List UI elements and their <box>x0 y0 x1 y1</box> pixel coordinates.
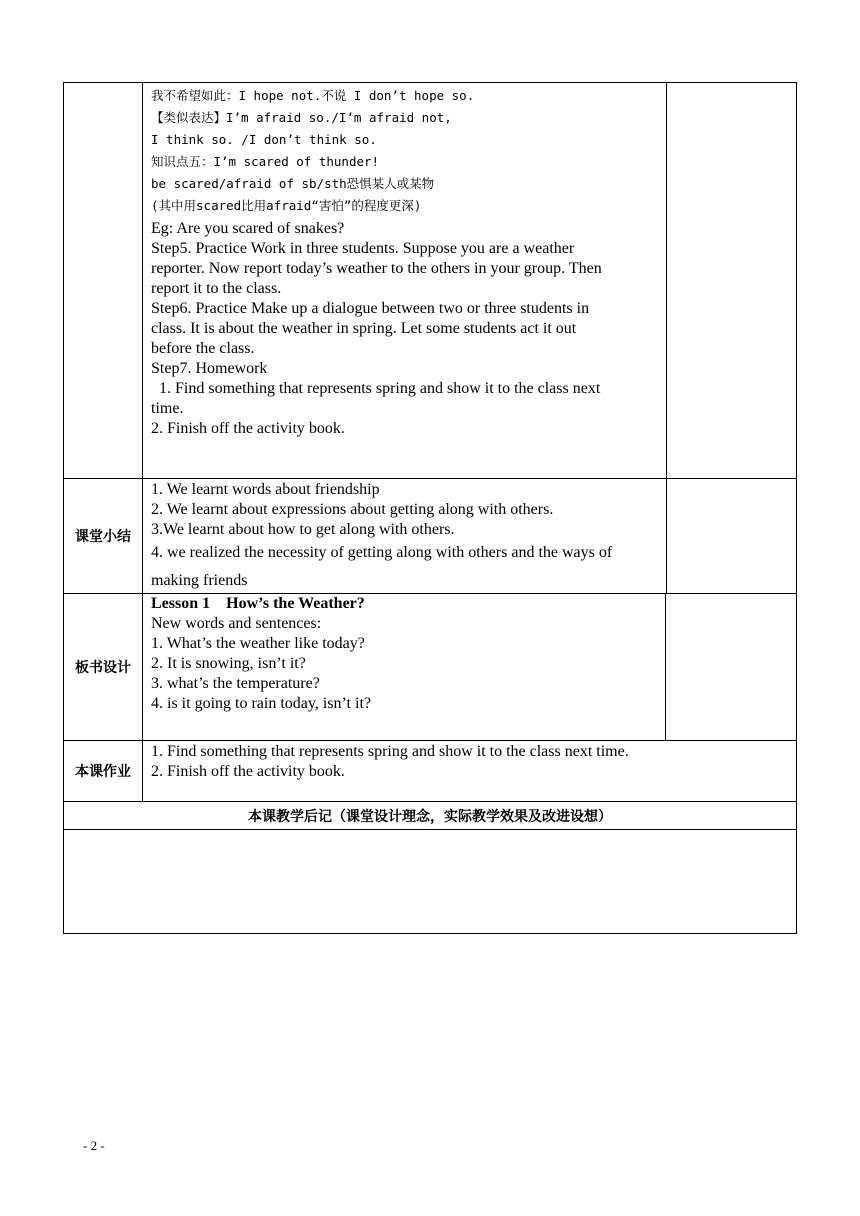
text-line: 4. we realized the necessity of getting along with others and the ways of <box>151 544 613 561</box>
text-line: be scared/afraid of sb/sth恐惧某人或某物 <box>151 176 435 191</box>
homework-content <box>142 740 797 801</box>
text-line: 2. It is snowing, isn’t it? <box>151 655 306 672</box>
text-line: 2. Finish off the activity book. <box>151 420 345 437</box>
text-line: 2. Finish off the activity book. <box>151 763 345 780</box>
text-line: before the class. <box>151 340 255 357</box>
text-line: making friends <box>151 572 248 589</box>
row-board-design <box>63 593 797 740</box>
text-line: 1. We learnt words about friendship <box>151 481 380 498</box>
lesson-title: Lesson 1 How’s the Weather? <box>151 595 365 612</box>
text-line: 我不希望如此：I hope not.不说 I don’t hope so. <box>151 88 475 103</box>
text-line: time. <box>151 400 184 417</box>
row-board-design-label: 板书设计 <box>63 593 142 740</box>
postscript-heading: 本课教学后记（课堂设计理念，实际教学效果及改进设想） <box>63 801 797 829</box>
text-line: Eg: Are you scared of snakes? <box>151 220 345 237</box>
notes-cell <box>666 82 797 478</box>
board-design-content <box>142 593 666 740</box>
text-line: 知识点五：I’m scared of thunder! <box>151 154 380 169</box>
text-line: 2. We learnt about expressions about getting along with others. <box>151 501 554 518</box>
text-line: 3. what’s the temperature? <box>151 675 320 692</box>
row-class-summary <box>63 478 797 593</box>
text-line: I think so. /I don’t think so. <box>151 132 377 147</box>
text-line: 4. is it going to rain today, isn’t it? <box>151 695 371 712</box>
text-line: (其中用scared比用afraid“害怕”的程度更深) <box>151 198 422 213</box>
text-line: class. It is about the weather in spring. Let some students act it out <box>151 320 577 337</box>
postscript-body <box>63 829 797 934</box>
text-line: 1. Find something that represents spring and show it to the class next time. <box>151 743 629 760</box>
text-line: 【类似表达】I’m afraid so./I’m afraid not, <box>151 110 452 125</box>
row-class-summary-label: 课堂小结 <box>63 478 142 593</box>
page-number: - 2 - <box>83 1138 105 1153</box>
text-line: report it to the class. <box>151 280 282 297</box>
lesson-steps-content <box>142 82 666 478</box>
class-summary-content <box>142 478 666 593</box>
text-line: reporter. Now report today’s weather to the others in your group. Then <box>151 260 602 277</box>
row-homework <box>63 740 797 801</box>
notes-cell <box>666 593 797 740</box>
text-line: 1. What’s the weather like today? <box>151 635 365 652</box>
text-line: Step7. Homework <box>151 360 268 377</box>
text-line: Step5. Practice Work in three students. Suppose you are a weather <box>151 240 575 257</box>
row-lesson-steps <box>63 82 797 478</box>
row-homework-label: 本课作业 <box>63 740 142 801</box>
text-line: 3.We learnt about how to get along with others. <box>151 521 455 538</box>
notes-cell <box>666 478 797 593</box>
row-lesson-steps-label <box>63 82 142 478</box>
text-line: New words and sentences: <box>151 615 322 632</box>
text-line: 1. Find something that represents spring and show it to the class next <box>151 380 601 397</box>
text-line: Step6. Practice Make up a dialogue between two or three students in <box>151 300 590 317</box>
